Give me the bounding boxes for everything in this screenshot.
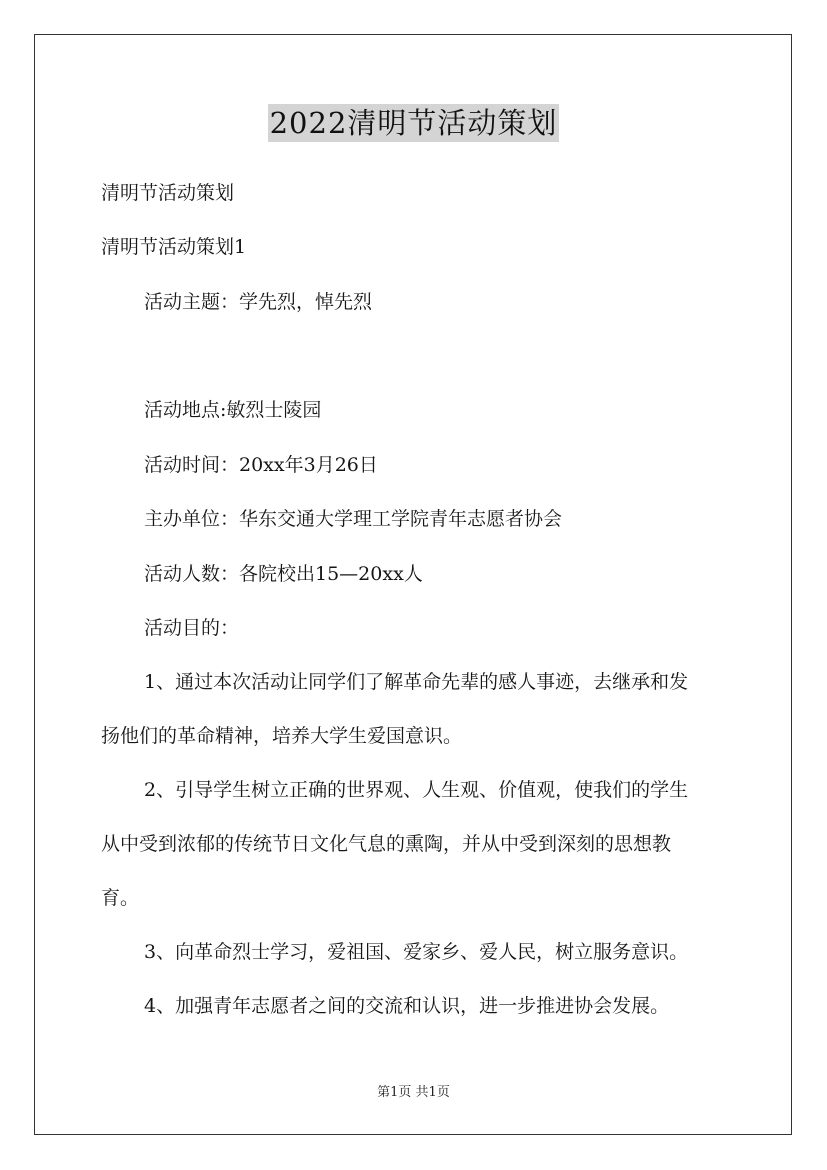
activity-theme: 活动主题：学先烈，悼先烈 <box>144 291 373 313</box>
purpose-item-1-cont: 扬他们的革命精神，培养大学生爱国意识。 <box>101 725 463 747</box>
activity-location: 活动地点:敏烈士陵园 <box>144 399 322 421</box>
purpose-item-2-cont: 从中受到浓郁的传统节日文化气息的熏陶，并从中受到深刻的思想教 <box>101 833 672 855</box>
document-title: 2022清明节活动策划 <box>269 106 558 140</box>
activity-time: 活动时间：20xx年3月26日 <box>144 454 378 476</box>
purpose-item-4: 4、加强青年志愿者之间的交流和认识，进一步推进协会发展。 <box>144 995 670 1017</box>
purpose-item-2-end: 育。 <box>101 887 140 909</box>
heading-line: 清明节活动策划 <box>101 182 235 204</box>
purpose-item-1: 1、通过本次活动让同学们了解革命先辈的感人事迹，去继承和发 <box>144 671 689 693</box>
purpose-item-2: 2、引导学生树立正确的世界观、人生观、价值观，使我们的学生 <box>144 779 689 801</box>
page-footer: 第1页 共1页 <box>377 1085 450 1100</box>
purpose-item-3: 3、向革命烈士学习，爱祖国、爱家乡、爱人民，树立服务意识。 <box>144 941 689 963</box>
subheading-line: 清明节活动策划1 <box>101 236 247 258</box>
organizer: 主办单位：华东交通大学理工学院青年志愿者协会 <box>144 508 563 530</box>
activity-purpose-label: 活动目的： <box>144 617 240 639</box>
participant-count: 活动人数：各院校出15—20xx人 <box>144 563 423 585</box>
title-container <box>0 104 827 142</box>
